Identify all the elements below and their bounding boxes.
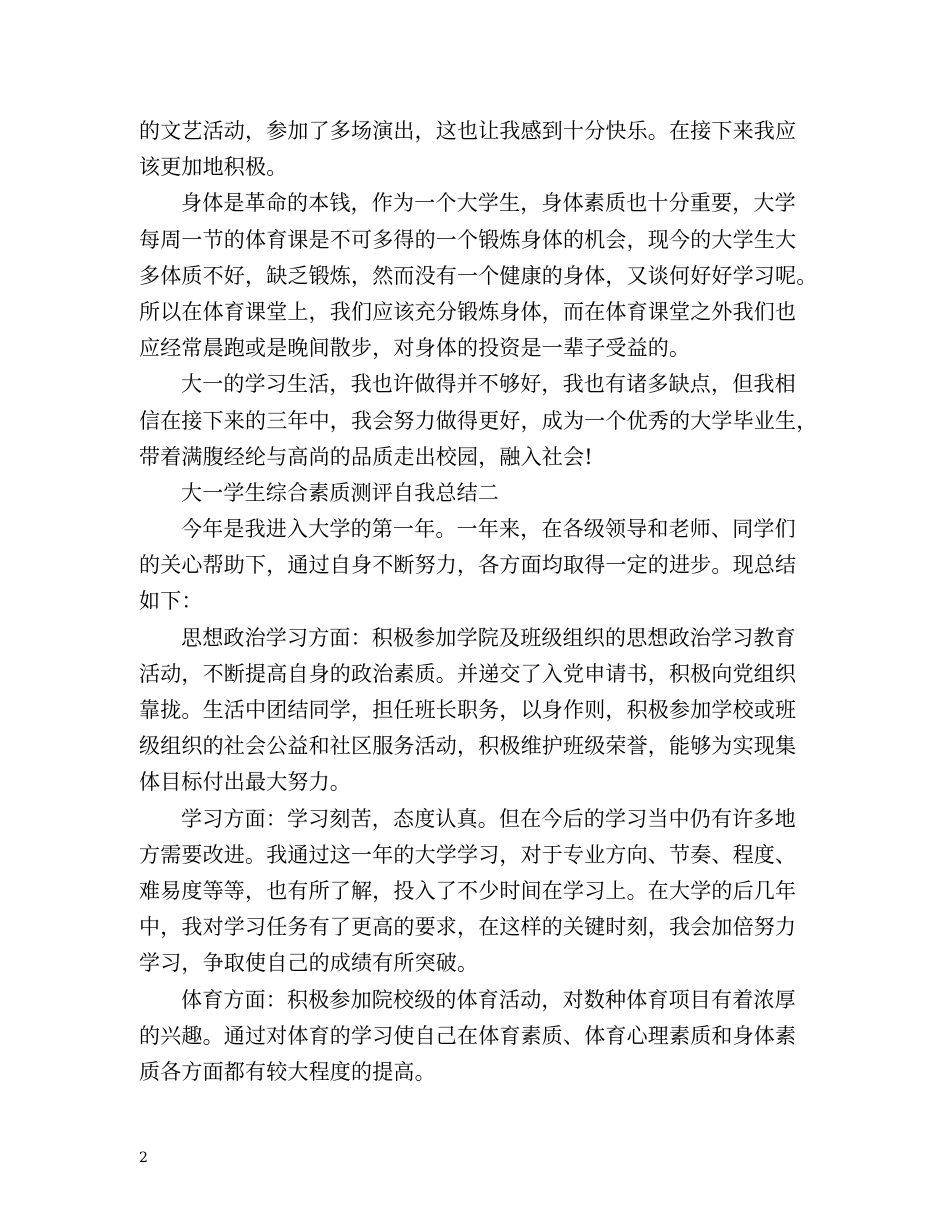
text-line: 多体质不好，缺乏锻炼，然而没有一个健康的身体，又谈何好好学习呢。 <box>139 263 818 288</box>
text-line: 每周一节的体育课是不可多得的一个锻炼身体的机会，现今的大学生大 <box>139 227 797 252</box>
paragraph-start-line: 大一的学习生活，我也许做得并不够好，我也有诸多缺点，但我相 <box>181 372 796 397</box>
text-line: 带着满腹经纶与高尚的品质走出校园，融入社会! <box>139 444 593 469</box>
text-line: 中，我对学习任务有了更高的要求，在这样的关键时刻，我会加倍努力 <box>139 915 797 940</box>
text-line: 的兴趣。通过对体育的学习使自己在体育素质、体育心理素质和身体素 <box>139 1023 797 1048</box>
text-line: 活动，不断提高自身的政治素质。并递交了入党申请书，积极向党组织 <box>139 661 797 686</box>
text-line: 所以在体育课堂上，我们应该充分锻炼身体，而在体育课堂之外我们也 <box>139 299 797 324</box>
text-line: 质各方面都有较大程度的提高。 <box>139 1059 436 1084</box>
paragraph-start-line: 身体是革命的本钱，作为一个大学生，身体素质也十分重要，大学 <box>181 191 796 216</box>
paragraph-start-line: 体育方面：积极参加院校级的体育活动，对数种体育项目有着浓厚 <box>181 987 796 1012</box>
text-line: 的文艺活动，参加了多场演出，这也让我感到十分快乐。在接下来我应 <box>139 119 797 143</box>
text-line: 信在接下来的三年中，我会努力做得更好，成为一个优秀的大学毕业生， <box>139 408 818 433</box>
text-line: 级组织的社会公益和社区服务活动，积极维护班级荣誉，能够为实现集 <box>139 734 797 759</box>
paragraph-start-line: 今年是我进入大学的第一年。一年来，在各级领导和老师、同学们 <box>181 517 796 542</box>
document-body <box>139 113 823 1090</box>
paragraph-start-line: 思想政治学习方面：积极参加学院及班级组织的思想政治学习教育 <box>181 625 796 650</box>
text-line: 如下： <box>139 589 203 614</box>
text-line: 应经常晨跑或是晚间散步，对身体的投资是一辈子受益的。 <box>139 336 691 361</box>
text-line: 体目标付出最大努力。 <box>139 770 351 795</box>
text-line: 的关心帮助下，通过自身不断努力，各方面均取得一定的进步。现总结 <box>139 553 797 578</box>
text-line: 难易度等等，也有所了解，投入了不少时间在学习上。在大学的后几年 <box>139 878 797 903</box>
text-line: 该更加地积极。 <box>139 155 288 180</box>
text-line: 方需要改进。我通过这一年的大学学习，对于专业方向、节奏、程度、 <box>139 842 797 867</box>
text-line: 靠拢。生活中团结同学，担任班长职务，以身作则，积极参加学校或班 <box>139 698 797 722</box>
paragraph-start-line: 学习方面：学习刻苦，态度认真。但在今后的学习当中仍有许多地 <box>181 806 796 831</box>
page-number: 2 <box>139 1150 148 1166</box>
text-line: 学习，争取使自己的成绩有所突破。 <box>139 951 479 976</box>
section-heading: 大一学生综合素质测评自我总结二 <box>181 480 499 505</box>
